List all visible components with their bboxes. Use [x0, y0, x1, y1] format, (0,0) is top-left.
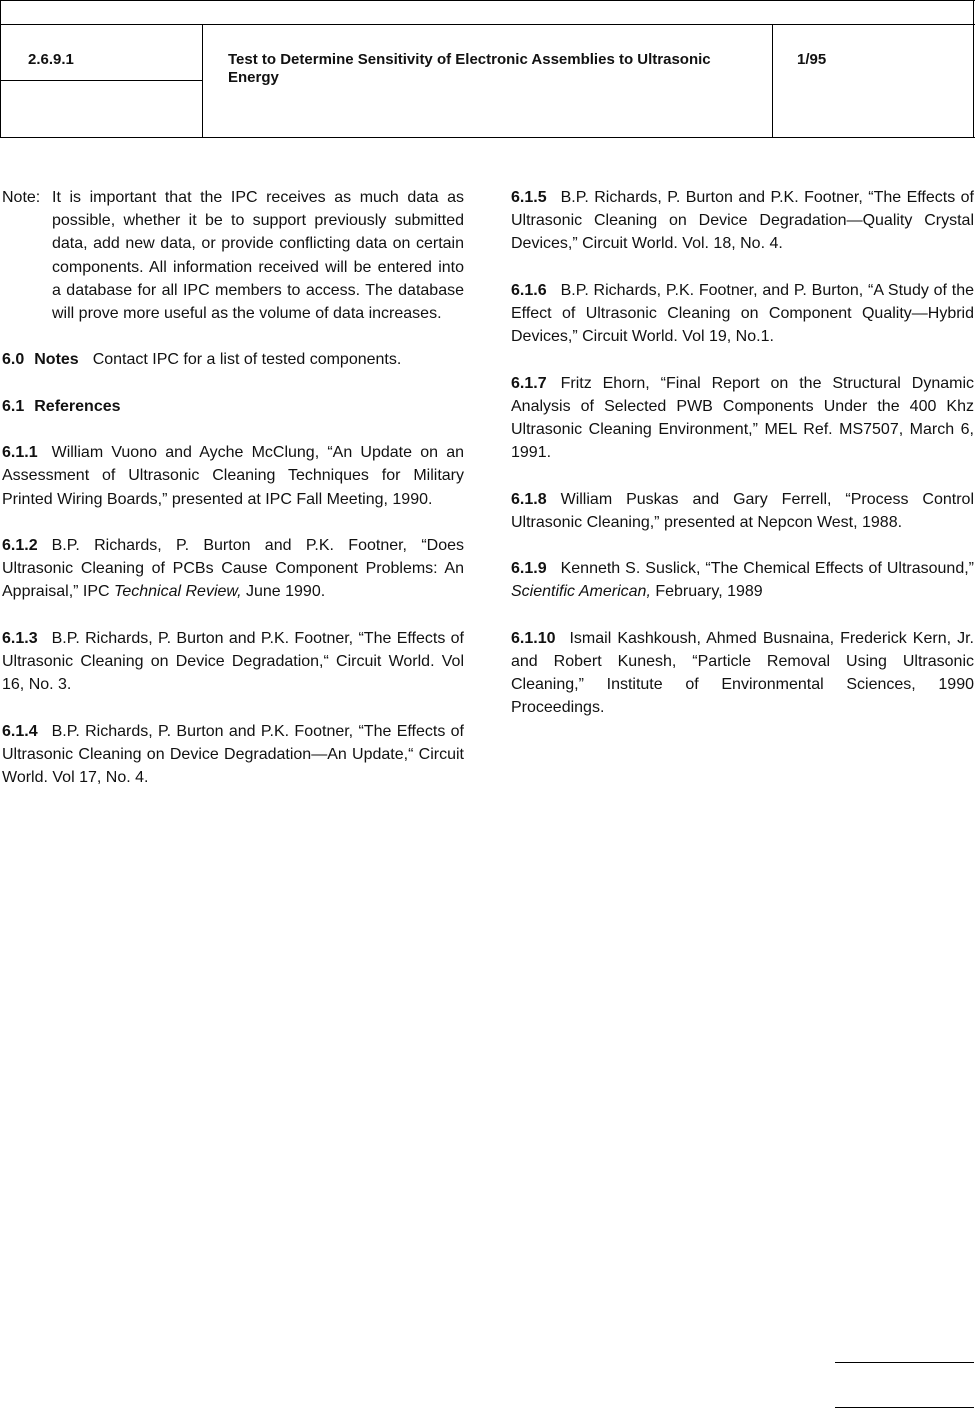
header-border-bottom: [0, 137, 975, 138]
revision-date: 1/95: [797, 51, 827, 68]
document-header: [0, 0, 975, 138]
header-divider-2: [772, 24, 773, 138]
reference-item: [511, 186, 974, 256]
reference-number: 6.1.7: [511, 374, 547, 392]
header-border-left: [0, 0, 1, 138]
reference-item: [511, 627, 974, 720]
section-number: 6.1: [2, 397, 25, 415]
right-column: [511, 186, 974, 743]
header-border-inner-top: [0, 24, 975, 25]
footer-rule: [835, 1407, 974, 1408]
reference-item: [2, 534, 464, 604]
section-text: Contact IPC for a list of tested components.: [92, 351, 402, 369]
reference-number: 6.1.2: [2, 536, 38, 554]
note-label: Note:: [2, 189, 41, 206]
header-border-top: [0, 0, 975, 1]
reference-journal: Scientific American,: [511, 583, 651, 601]
reference-item: [511, 372, 974, 465]
reference-journal: Technical Review,: [114, 583, 242, 601]
left-column: [2, 186, 464, 812]
header-number-divider: [0, 80, 202, 81]
note-block: [2, 186, 464, 325]
reference-number: 6.1.3: [2, 629, 38, 647]
reference-text-end: February, 1989: [650, 583, 763, 601]
reference-text: B.P. Richards, P.K. Footner, and P. Burton, “A Study of the Effect of Ultrasonic Cleaning on Component Quality—Hybrid Devices,” Circuit World. Vol 19, No.1.: [511, 281, 974, 346]
section-title: References: [34, 397, 121, 415]
reference-number: 6.1.10: [511, 629, 556, 647]
section-notes: [2, 348, 464, 371]
reference-text: William Puskas and Gary Ferrell, “Process Control Ultrasonic Cleaning,” presented at Nepcon West, 1988.: [511, 490, 974, 531]
footer-rule: [835, 1362, 974, 1363]
reference-number: 6.1.9: [511, 560, 547, 578]
test-method-title: Test to Determine Sensitivity of Electronic Assemblies to Ultrasonic Energy: [228, 51, 711, 86]
section-title: Notes: [34, 351, 79, 369]
section-number: 6.0: [2, 351, 25, 369]
header-divider-1: [202, 24, 203, 138]
reference-text: B.P. Richards, P. Burton and P.K. Footner, “Does Ultrasonic Cleaning of PCBs Cause Component Problems: An Appraisal,” IPC: [2, 536, 464, 601]
reference-text: Kenneth S. Suslick, “The Chemical Effects of Ultrasound,”: [560, 560, 974, 578]
reference-number: 6.1.6: [511, 281, 547, 299]
section-references: [2, 395, 464, 418]
reference-text-end: June 1990.: [241, 583, 326, 601]
reference-number: 6.1.8: [511, 490, 547, 508]
reference-item: [2, 441, 464, 511]
reference-item: [511, 488, 974, 534]
reference-item: [511, 279, 974, 349]
reference-item: [2, 720, 464, 790]
test-method-number: 2.6.9.1: [28, 51, 74, 68]
reference-number: 6.1.1: [2, 444, 38, 462]
reference-text: Fritz Ehorn, “Final Report on the Structural Dynamic Analysis of Selected PWB Components Under the 400 Khz Ultrasonic Cleaning Environment,” MEL Ref. MS7507, March 6, 1991.: [511, 374, 974, 462]
header-border-right: [973, 0, 974, 138]
reference-item: [2, 627, 464, 697]
reference-text: B.P. Richards, P. Burton and P.K. Footner, “The Effects of Ultrasonic Cleaning on Device Degradation—An Update,“ Circuit World. Vol 17, No. 4.: [2, 722, 464, 786]
reference-text: William Vuono and Ayche McClung, “An Update on an Assessment of Ultrasonic Cleaning Techniques for Military Printed Wiring Boards,” presented at IPC Fall Meeting, 1990.: [2, 444, 464, 508]
reference-number: 6.1.4: [2, 722, 38, 740]
reference-text: B.P. Richards, P. Burton and P.K. Footner, “The Effects of Ultrasonic Cleaning on Device Degradation,“ Circuit World. Vol 16, No. 3.: [2, 629, 464, 694]
reference-text: Ismail Kashkoush, Ahmed Busnaina, Frederick Kern, Jr. and Robert Kunesh, “Particle Removal Using Ultrasonic Cleaning,” Institute of Environmental Sciences, 1990 Proceedings.: [511, 629, 974, 717]
reference-number: 6.1.5: [511, 189, 547, 206]
reference-text: B.P. Richards, P. Burton and P.K. Footner, “The Effects of Ultrasonic Cleaning on Device Degradation—Quality Crystal Devices,” Circuit World. Vol. 18, No. 4.: [511, 189, 974, 253]
note-text: It is important that the IPC receives as much data as possible, whether it be to support previously submitted data, add new data, or provide conflicting data on certain components. All information received will be entered into a database for all IPC members to access. The database will prove more useful as the volume of data increases.: [52, 189, 464, 323]
reference-item: [511, 557, 974, 603]
